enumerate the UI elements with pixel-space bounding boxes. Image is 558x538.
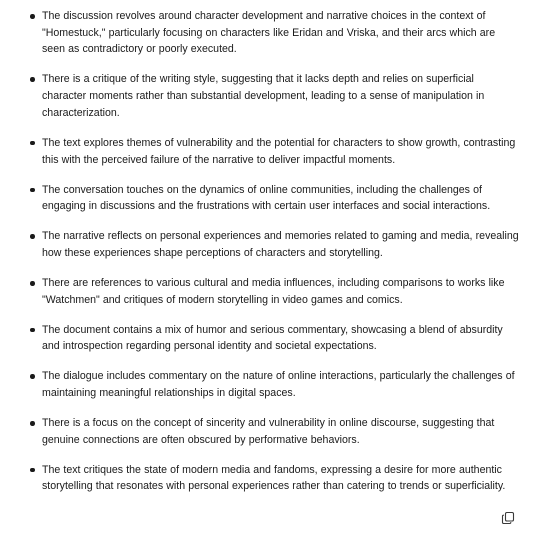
summary-bullet-item: The dialogue includes commentary on the nature of online interactions, particularly the challenges of maintaining meaningful relationships in digital spaces. — [29, 368, 519, 401]
summary-bullet-item: There is a critique of the writing style, suggesting that it lacks depth and relies on superficial character moments rather than substantial development, leading to a sense of manipulation in characterization. — [29, 71, 519, 121]
copy-icon — [501, 511, 515, 525]
summary-bullet-item: The document contains a mix of humor and serious commentary, showcasing a blend of absurdity and introspection regarding personal identity and societal expectations. — [29, 322, 519, 355]
summary-bullet-item: The narrative reflects on personal experiences and memories related to gaming and media, revealing how these experiences shape perceptions of characters and storytelling. — [29, 228, 519, 261]
summary-bullet-item: The discussion revolves around character development and narrative choices in the context of "Homestuck," particularly focusing on characters like Eridan and Vriska, and their arcs which are seen as contradictory or poorly executed. — [29, 8, 519, 58]
summary-bullet-item: The text critiques the state of modern media and fandoms, expressing a desire for more authentic storytelling that resonates with personal experiences rather than catering to trends or superficiality. — [29, 462, 519, 495]
summary-bullet-item: There is a focus on the concept of sincerity and vulnerability in online discourse, suggesting that genuine connections are often obscured by performative behaviors. — [29, 415, 519, 448]
summary-bullet-item: There are references to various cultural and media influences, including comparisons to works like "Watchmen" and critiques of modern storytelling in video games and comics. — [29, 275, 519, 308]
summary-bullet-item: The conversation touches on the dynamics of online communities, including the challenges of engaging in discussions and the frustrations with certain user interfaces and social interactions. — [29, 182, 519, 215]
copy-button[interactable] — [500, 510, 516, 526]
summary-bullet-list — [29, 8, 519, 508]
summary-bullet-item: The text explores themes of vulnerability and the potential for characters to show growth, contrasting this with the perceived failure of the narrative to deliver impactful moments. — [29, 135, 519, 168]
